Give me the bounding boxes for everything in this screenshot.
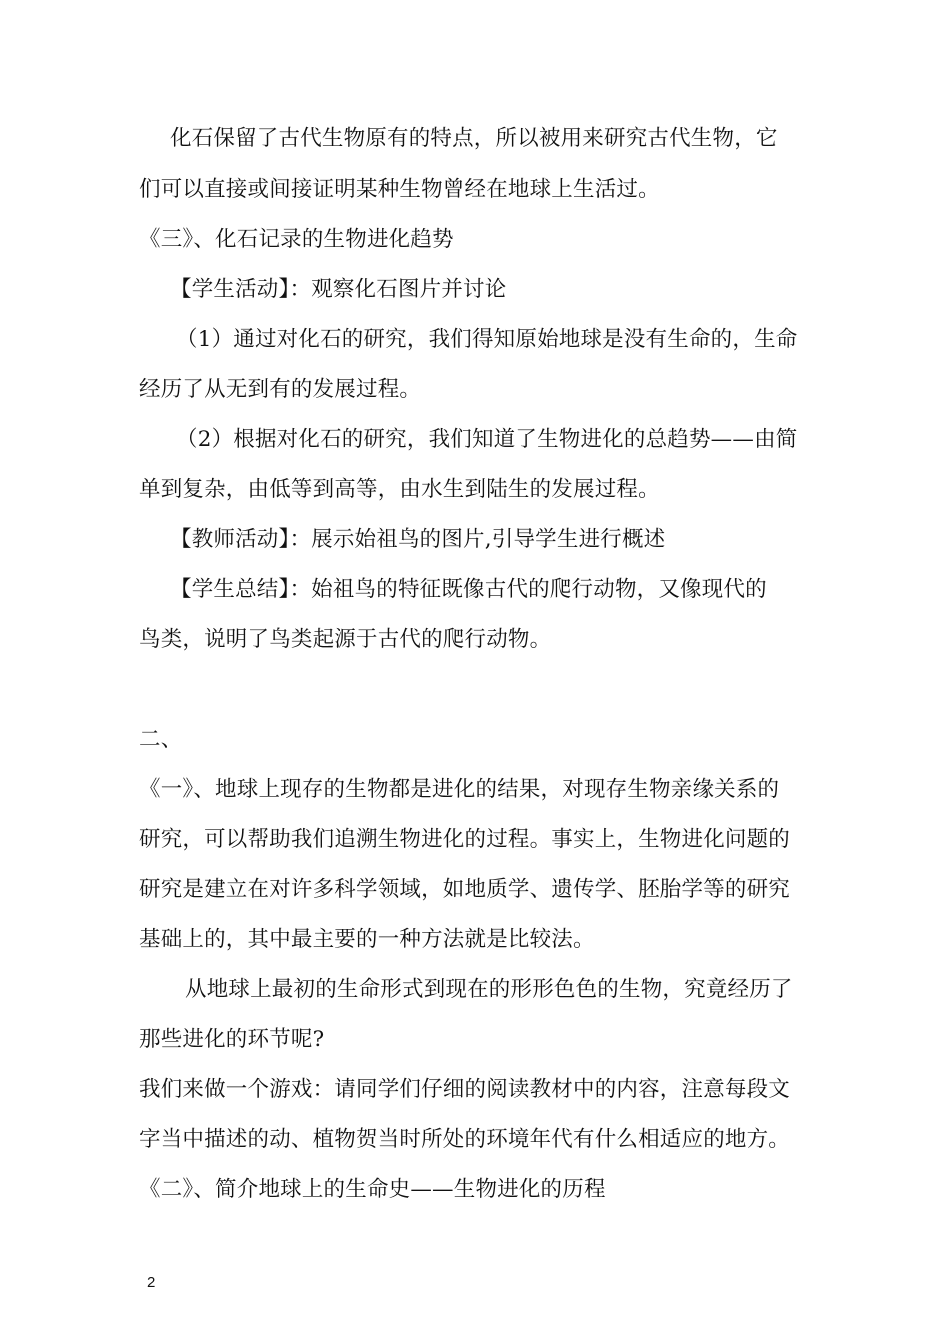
point-1-line-1: （1）通过对化石的研究，我们得知原始地球是没有生命的，生命 — [176, 327, 798, 352]
student-summary-line-1: 【学生总结】：始祖鸟的特征既像古代的爬行动物，又像现代的 — [170, 577, 767, 602]
paragraph-fossil-line-2: 们可以直接或间接证明某种生物曾经在地球上生活过。 — [139, 177, 660, 202]
point-1-line-2: 经历了从无到有的发展过程。 — [139, 377, 422, 402]
section-number-two: 二、 — [139, 727, 183, 752]
section-1-line-4: 基础上的，其中最主要的一种方法就是比较法。 — [139, 927, 595, 952]
game-instruction-line-1: 我们来做一个游戏：请同学们仔细的阅读教材中的内容，注意每段文 — [139, 1077, 791, 1102]
student-activity-label: 【学生活动】：观察化石图片并讨论 — [170, 277, 507, 302]
section-1-line-3: 研究是建立在对许多科学领域，如地质学、遗传学、胚胎学等的研究 — [139, 877, 791, 902]
question-line-1: 从地球上最初的生命形式到现在的形形色色的生物，究竟经历了 — [185, 977, 793, 1002]
paragraph-fossil-line-1: 化石保留了古代生物原有的特点，所以被用来研究古代生物，它 — [170, 126, 778, 151]
question-line-2: 那些进化的环节呢? — [139, 1027, 325, 1052]
section-1-line-1: 《一》、地球上现存的生物都是进化的结果，对现存生物亲缘关系的 — [139, 777, 780, 802]
section-heading-2: 《二》、简介地球上的生命史——生物进化的历程 — [139, 1177, 606, 1202]
game-instruction-line-2: 字当中描述的动、植物贺当时所处的环境年代有什么相适应的地方。 — [139, 1127, 791, 1152]
point-2-line-2: 单到复杂，由低等到高等，由水生到陆生的发展过程。 — [139, 477, 660, 502]
page-number: 2 — [147, 1274, 156, 1291]
section-1-line-2: 研究，可以帮助我们追溯生物进化的过程。事实上，生物进化问题的 — [139, 827, 791, 852]
point-2-line-1: （2）根据对化石的研究，我们知道了生物进化的总趋势——由简 — [176, 427, 798, 452]
section-heading-3: 《三》、化石记录的生物进化趋势 — [139, 227, 454, 252]
student-summary-line-2: 鸟类，说明了鸟类起源于古代的爬行动物。 — [139, 627, 552, 652]
teacher-activity-line: 【教师活动】：展示始祖鸟的图片,引导学生进行概述 — [170, 527, 666, 552]
